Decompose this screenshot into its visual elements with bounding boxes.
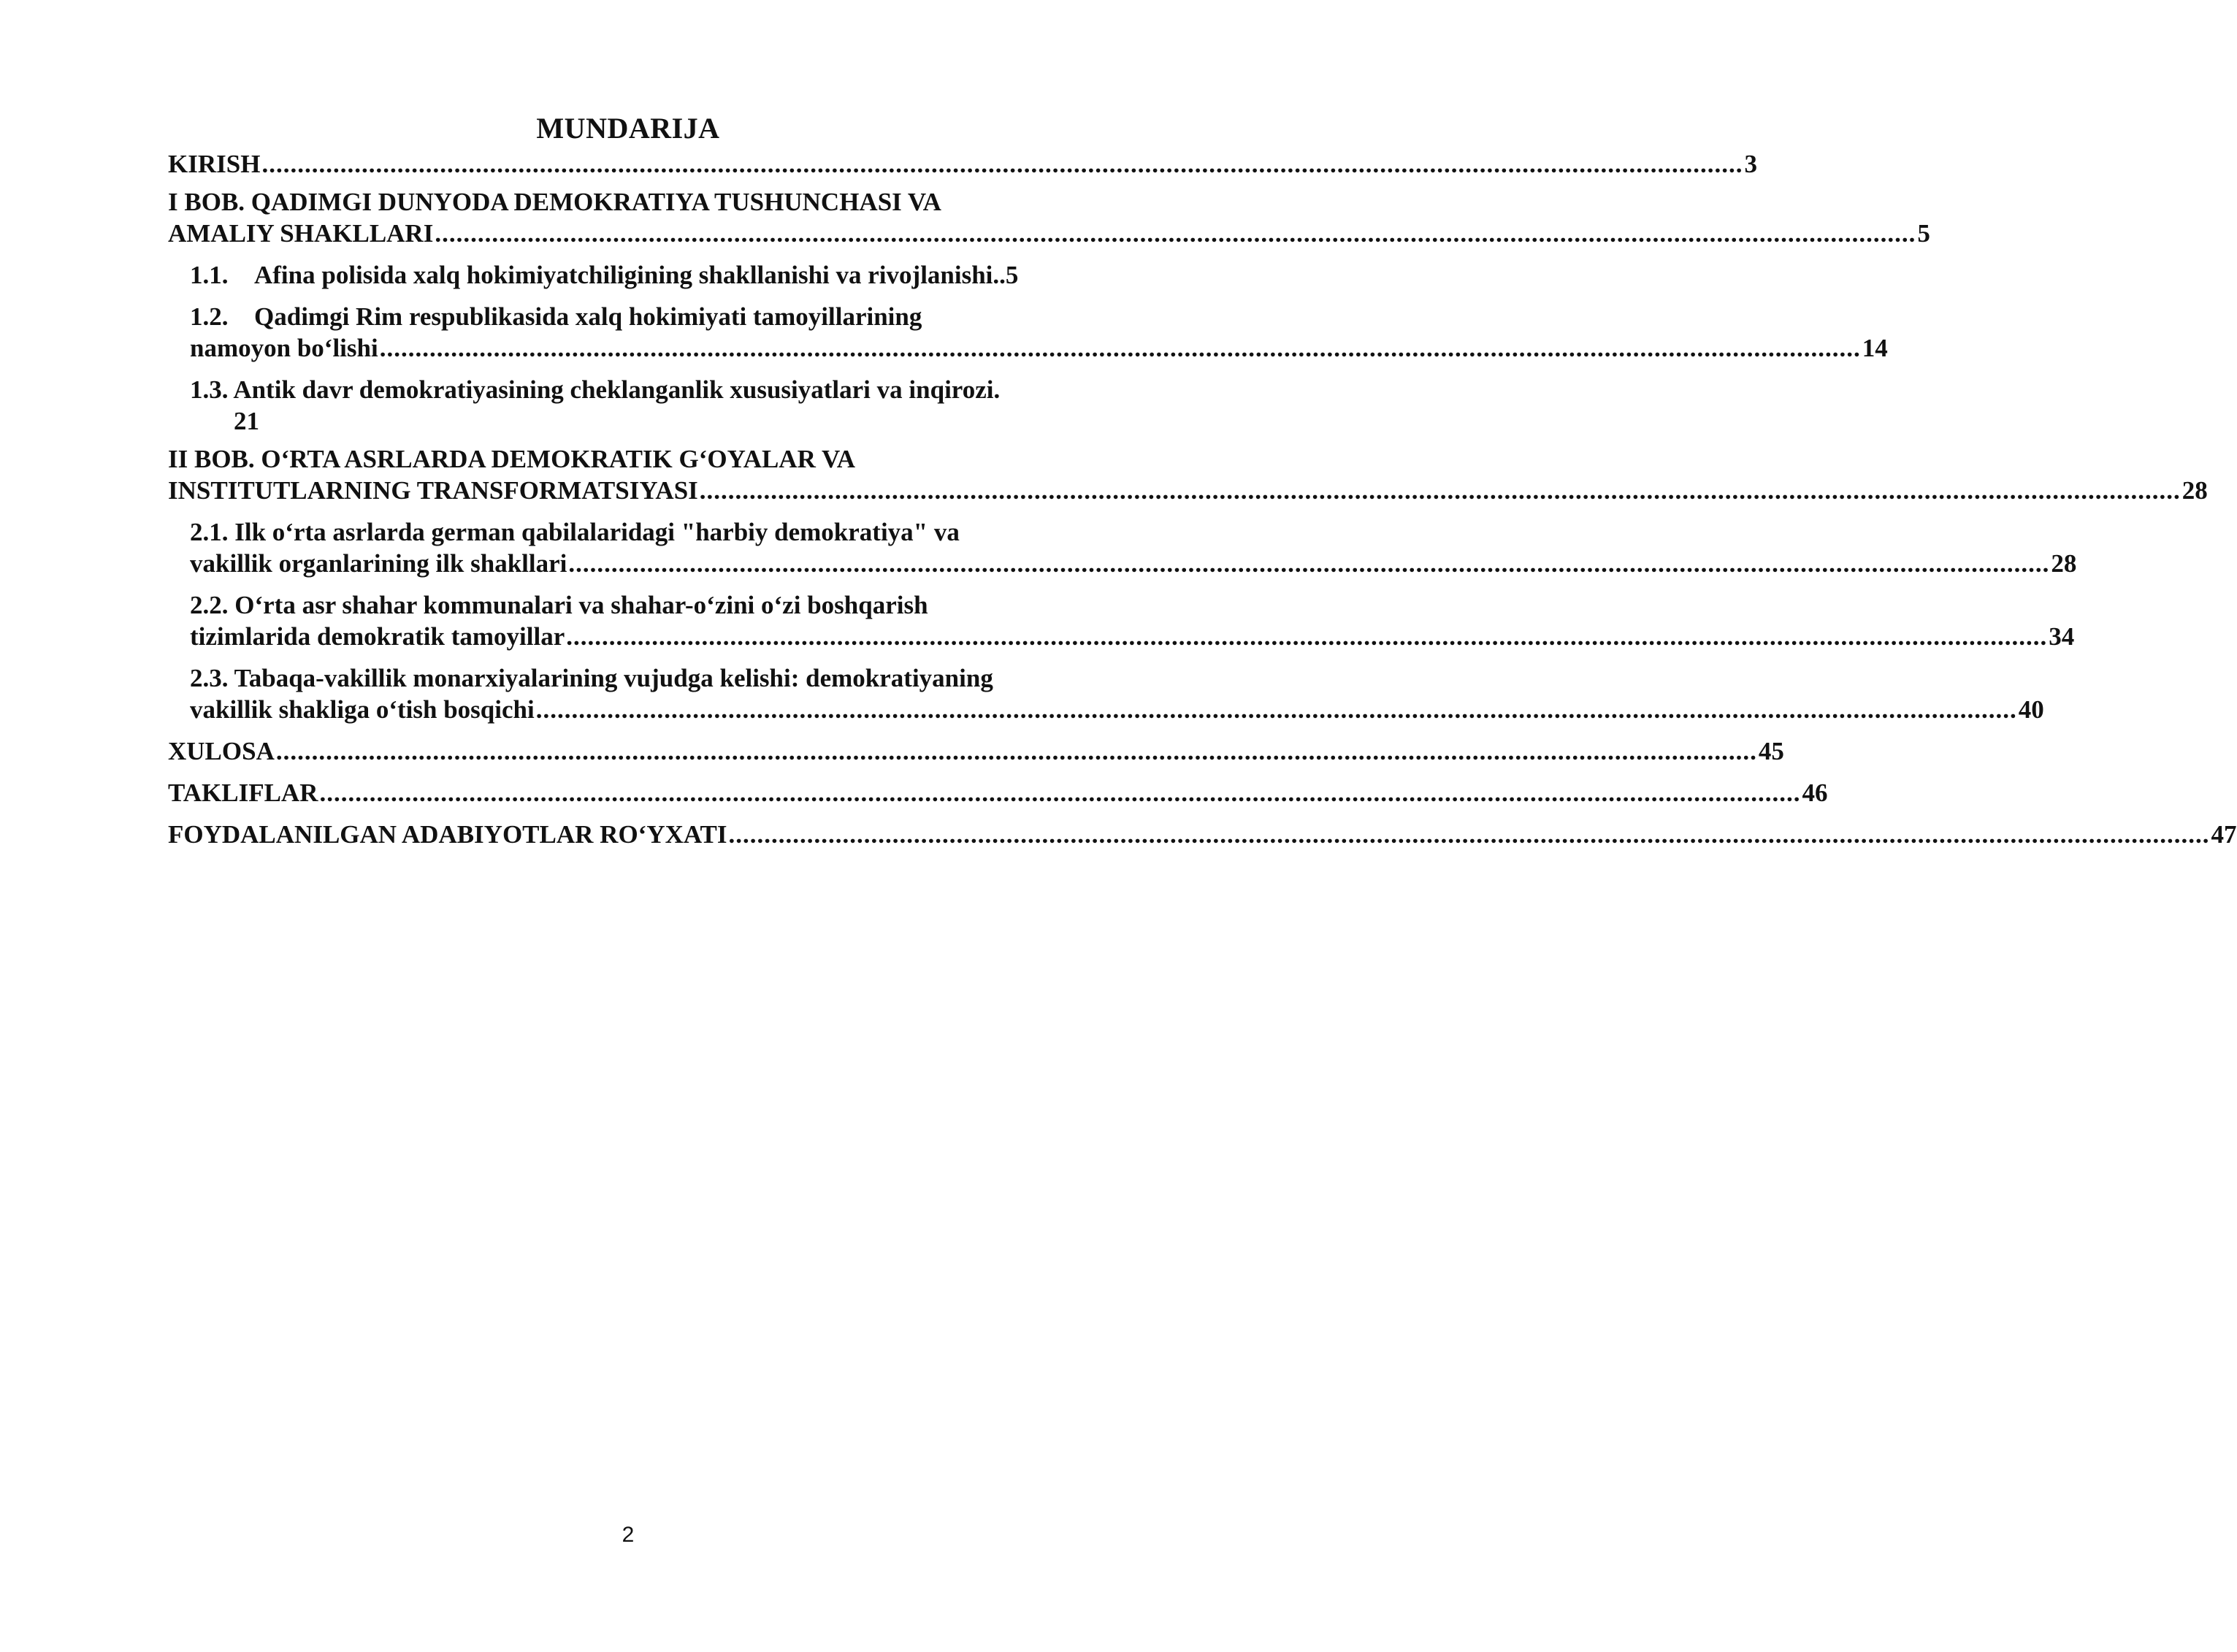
toc-entry-xulosa[interactable]	[168, 735, 1784, 767]
toc-entry-label: II BOB. O‘RTA ASRLARDA DEMOKRATIK G‘OYALAR VA	[168, 445, 856, 473]
toc-title: MUNDARIJA	[536, 112, 720, 145]
toc-entry-chapter-2[interactable]	[168, 443, 2208, 506]
dot-leader: ................................................................................................................................................................................................................	[319, 779, 1801, 807]
toc-entry-adabiyotlar[interactable]	[168, 819, 2237, 850]
toc-page-number: 28	[2051, 549, 2077, 578]
toc-entry-label: 1.3. Antik davr demokratiyasining cheklanganlik xususiyatlari va inqirozi.	[190, 375, 1001, 404]
toc-page-number: 21	[234, 407, 259, 435]
toc-entry-label: 2.2. O‘rta asr shahar kommunalari va shahar-o‘zini o‘zi boshqarish	[190, 591, 928, 619]
toc-entry-takliflar[interactable]	[168, 777, 1828, 808]
toc-page-number: 5	[1917, 219, 1930, 248]
dot-leader: ................................................................................................................................................................................................................	[535, 695, 2017, 724]
toc-entry-label: 2.1. Ilk o‘rta asrlarda german qabilalaridagi "harbiy demokratiya" va	[190, 518, 960, 546]
toc-page-number: 5	[1005, 261, 1019, 289]
toc-entry-chapter-1[interactable]	[168, 186, 1930, 249]
dot-leader: ................................................................................................................................................................................................................	[566, 622, 2048, 651]
toc-entry-label: Afina polisida xalq hokimiyatchiligining shakllanishi va rivojlanishi	[254, 261, 993, 289]
toc-entry-label-continued: vakillik organlarining ilk shakllari	[190, 549, 567, 578]
table-of-contents	[168, 148, 2237, 850]
page-number-footer: 2	[622, 1523, 635, 1547]
dot-leader: ..	[993, 261, 1006, 289]
toc-entry-label: I BOB. QADIMGI DUNYODA DEMOKRATIYA TUSHUNCHASI VA	[168, 188, 941, 216]
toc-entry-section-1-2[interactable]	[168, 301, 1888, 364]
dot-leader: ................................................................................................................................................................................................................	[435, 219, 1916, 248]
dot-leader: ................................................................................................................................................................................................................	[568, 549, 2050, 578]
toc-page-number: 46	[1802, 779, 1828, 807]
toc-entry-label-continued: tizimlarida demokratik tamoyillar	[190, 622, 565, 651]
toc-page-number: 45	[1758, 737, 1784, 765]
toc-page-number: 14	[1862, 334, 1888, 362]
toc-entry-section-2-1[interactable]	[168, 516, 2077, 579]
toc-entry-label: TAKLIFLAR	[168, 779, 318, 807]
toc-entry-section-1-3[interactable]	[168, 374, 1088, 437]
toc-entry-kirish[interactable]	[168, 148, 1757, 180]
toc-entry-label: 2.3. Tabaqa-vakillik monarxiyalarining vujudga kelishi: demokratiyaning	[190, 664, 993, 692]
dot-leader: ................................................................................................................................................................................................................	[728, 820, 2210, 849]
toc-entry-label: FOYDALANILGAN ADABIYOTLAR RO‘YXATI	[168, 820, 727, 849]
toc-page-number: 34	[2049, 622, 2075, 651]
toc-page-number: 40	[2018, 695, 2044, 724]
dot-leader: ................................................................................................................................................................................................................	[699, 476, 2181, 505]
dot-leader: ................................................................................................................................................................................................................	[379, 334, 1861, 362]
section-number: 1.1.	[190, 261, 229, 289]
toc-page-number: 47	[2211, 820, 2237, 849]
toc-entry-section-1-1[interactable]	[168, 259, 1088, 291]
toc-entry-label: KIRISH	[168, 150, 261, 178]
toc-entry-label-continued: INSTITUTLARNING TRANSFORMATSIYASI	[168, 476, 698, 505]
toc-entry-label: XULOSA	[168, 737, 275, 765]
toc-entry-label: Qadimgi Rim respublikasida xalq hokimiyati tamoyillarining	[254, 302, 922, 331]
toc-entry-label-continued: AMALIY SHAKLLARI	[168, 219, 434, 248]
section-number: 1.2.	[190, 302, 229, 331]
dot-leader: ................................................................................................................................................................................................................	[275, 737, 1757, 765]
toc-entry-label-continued: namoyon bo‘lishi	[190, 334, 378, 362]
toc-entry-section-2-3[interactable]	[168, 662, 2044, 725]
dot-leader: ................................................................................................................................................................................................................	[261, 150, 1743, 178]
toc-page-number: 3	[1744, 150, 1757, 178]
toc-page-number: 28	[2181, 476, 2208, 505]
toc-entry-label-continued: vakillik shakliga o‘tish bosqichi	[190, 695, 535, 724]
toc-entry-section-2-2[interactable]	[168, 589, 2075, 652]
